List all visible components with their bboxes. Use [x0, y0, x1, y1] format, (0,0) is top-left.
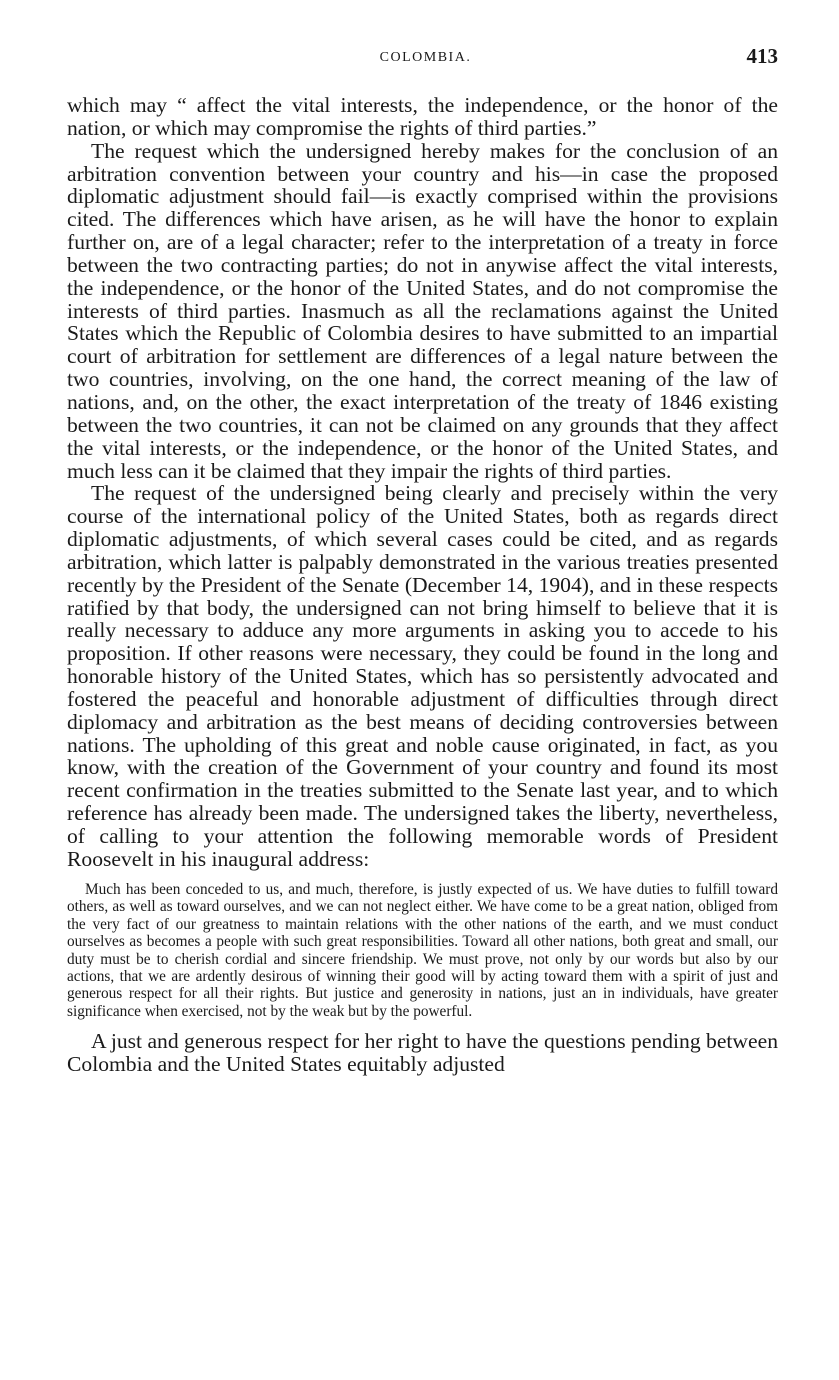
running-head [67, 44, 778, 74]
block-quote-roosevelt: Much has been conceded to us, and much, therefore, is justly expected of us. We have duties to fulfill toward others, as well as toward ourselves, and we can not neglect either. We have come to be a great nation, obliged from the very fact of our greatness to maintain relations with the other nations of the earth, and we must conduct ourselves as becomes a people with such great responsibilities. Toward all other nations, both great and small, our duty must be to cherish cordial and sincere friendship. We must prove, not only by our words but also by our actions, that we are ardently desirous of winning their good will by acting toward them with a spirit of just and generous respect for all their rights. But justice and generosity in nations, just an in individuals, have greater significance when exercised, not by the weak but by the powerful. [67, 880, 778, 1020]
body-text [67, 94, 778, 1076]
page-number: 413 [746, 44, 778, 68]
paragraph-closing: A just and generous respect for her right to have the questions pending between Colombia and the United States equitably adjusted [67, 1029, 778, 1077]
paragraph-arbitration-request: The request which the undersigned hereby makes for the conclusion of an arbitration convention between your country and his—in case the proposed diplomatic adjustment should fail—is exactly comprised within the provisions cited. The differences which have arisen, as he will have the honor to explain further on, are of a legal character; refer to the interpretation of a treaty in force between the two contracting parties; do not in anywise affect the vital interests, the independence, or the honor of the United States, and do not compromise the interests of third parties. Inasmuch as all the reclamations against the United States which the Republic of Colombia desires to have submitted to an impartial court of arbitration for settlement are differences of a legal nature between the two countries, involving, on the one hand, the correct meaning of the law of nations, and, on the other, the exact interpretation of the treaty of 1846 existing between the two countries, it can not be claimed on any grounds that they affect the vital interests, or the independence, or the honor of the United States, and much less can it be claimed that they impair the rights of third parties. [67, 138, 778, 483]
paragraph-continuation: which may “ affect the vital interests, the independence, or the honor of the nation, or which may compromise the rights of third parties.” [67, 93, 778, 140]
paragraph-policy-argument: The request of the undersigned being clearly and precisely within the very course of the international policy of the United States, both as regards direct diplomatic adjustments, of which several cases could be cited, and as regards arbitration, which latter is palpably demonstrated in the various treaties presented recently by the President of the Senate (December 14, 1904), and in these respects ratified by that body, the undersigned can not bring himself to believe that it is really necessary to adduce any more arguments in asking you to accede to his proposition. If other reasons were necessary, they could be found in the long and honorable history of the United States, which has so persistently advocated and fostered the peaceful and honorable adjustment of difficulties through direct diplomacy and arbitration as the best means of deciding controversies between nations. The upholding of this great and noble cause originated, in fact, as you know, with the creation of the Government of your country and found its most recent confirmation in the treaties submitted to the Senate last year, and to which reference has already been made. The undersigned takes the liberty, nevertheless, of calling to your attention the following memorable words of President Roosevelt in his inaugural address: [67, 481, 778, 871]
running-title: COLOMBIA. [379, 50, 472, 65]
document-page [67, 44, 778, 1076]
